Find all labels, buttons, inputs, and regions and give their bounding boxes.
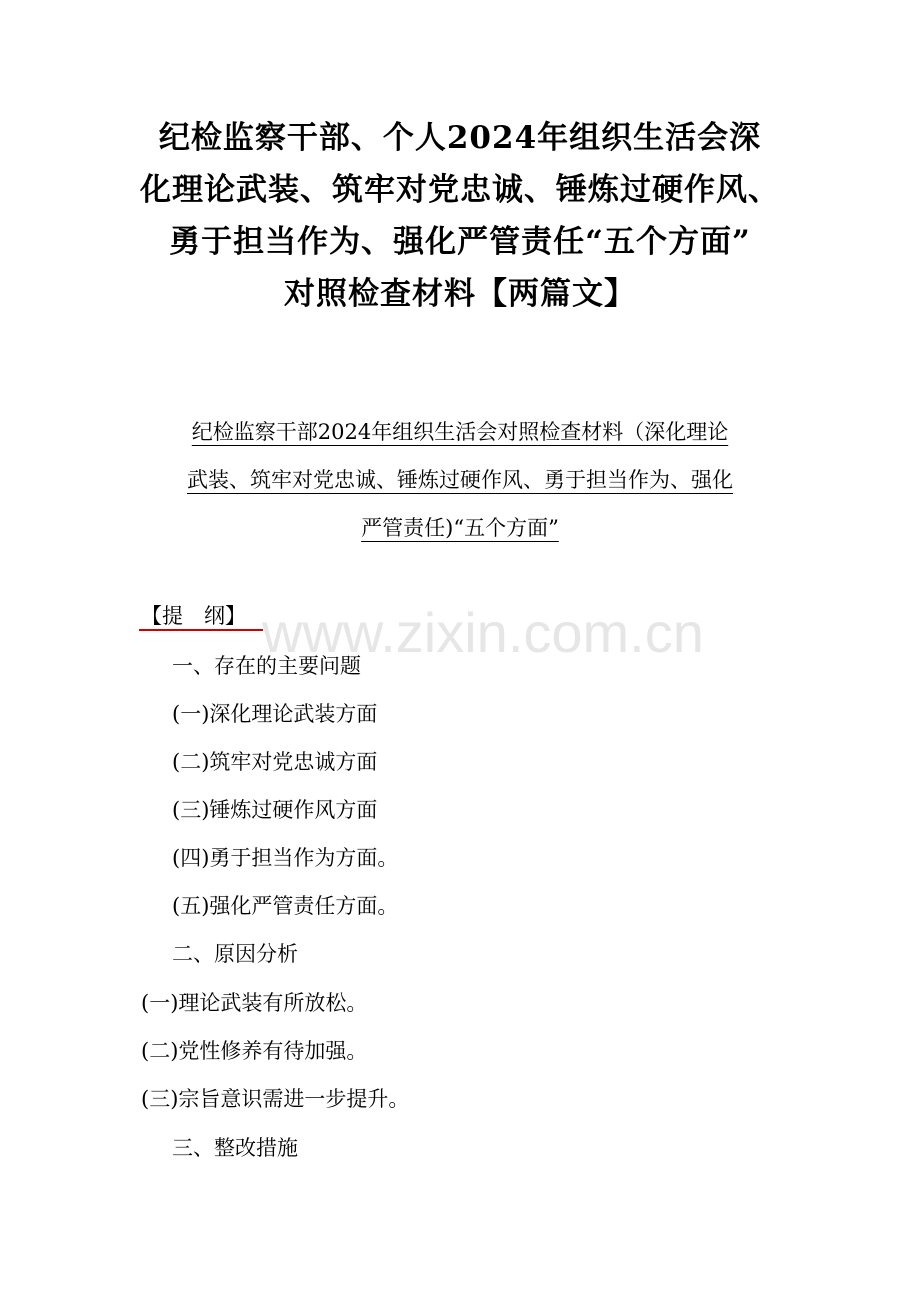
subtitle-line — [120, 456, 800, 504]
outline-label-underline — [139, 629, 263, 631]
subtitle-text: 武装、筑牢对党忠诚、锤炼过硬作风、勇于担当作为、强化 — [187, 468, 733, 492]
document-title — [120, 112, 800, 320]
subtitle-text: 纪检监察干部2024年组织生活会对照检查材料（深化理论 — [191, 420, 729, 444]
title-line: 勇于担当作为、强化严管责任“五个方面” — [169, 224, 751, 260]
watermark: www.zixin.com.cn — [262, 601, 704, 664]
outline-subitem: (二)筑牢对党忠诚方面 — [172, 750, 378, 774]
outline-subitem: (一)深化理论武装方面 — [172, 702, 378, 726]
outline-subitem: (三)锤炼过硬作风方面 — [172, 798, 378, 822]
title-line: 化理论武装、筑牢对党忠诚、锤炼过硬作风、 — [140, 172, 780, 208]
subtitle-line — [120, 504, 800, 552]
section-title — [120, 408, 800, 552]
title-line: 对照检查材料【两篇文】 — [284, 276, 636, 312]
subtitle-line — [120, 408, 800, 456]
outline-subitem: (一)理论武装有所放松。 — [141, 991, 368, 1015]
outline-subitem: (四)勇于担当作为方面。 — [172, 846, 399, 870]
outline-heading: 二、原因分析 — [172, 942, 298, 966]
outline-heading: 三、整改措施 — [172, 1136, 298, 1160]
outline-subitem: (五)强化严管责任方面。 — [172, 894, 399, 918]
outline-label: 【提 纲】 — [141, 604, 246, 628]
outline-subitem: (二)党性修养有待加强。 — [141, 1039, 368, 1063]
title-line: 纪检监察干部、个人2024年组织生活会深 — [158, 120, 762, 156]
outline-subitem: (三)宗旨意识需进一步提升。 — [141, 1087, 410, 1111]
subtitle-text: 严管责任)“五个方面” — [361, 516, 559, 540]
outline-heading: 一、存在的主要问题 — [172, 654, 361, 678]
